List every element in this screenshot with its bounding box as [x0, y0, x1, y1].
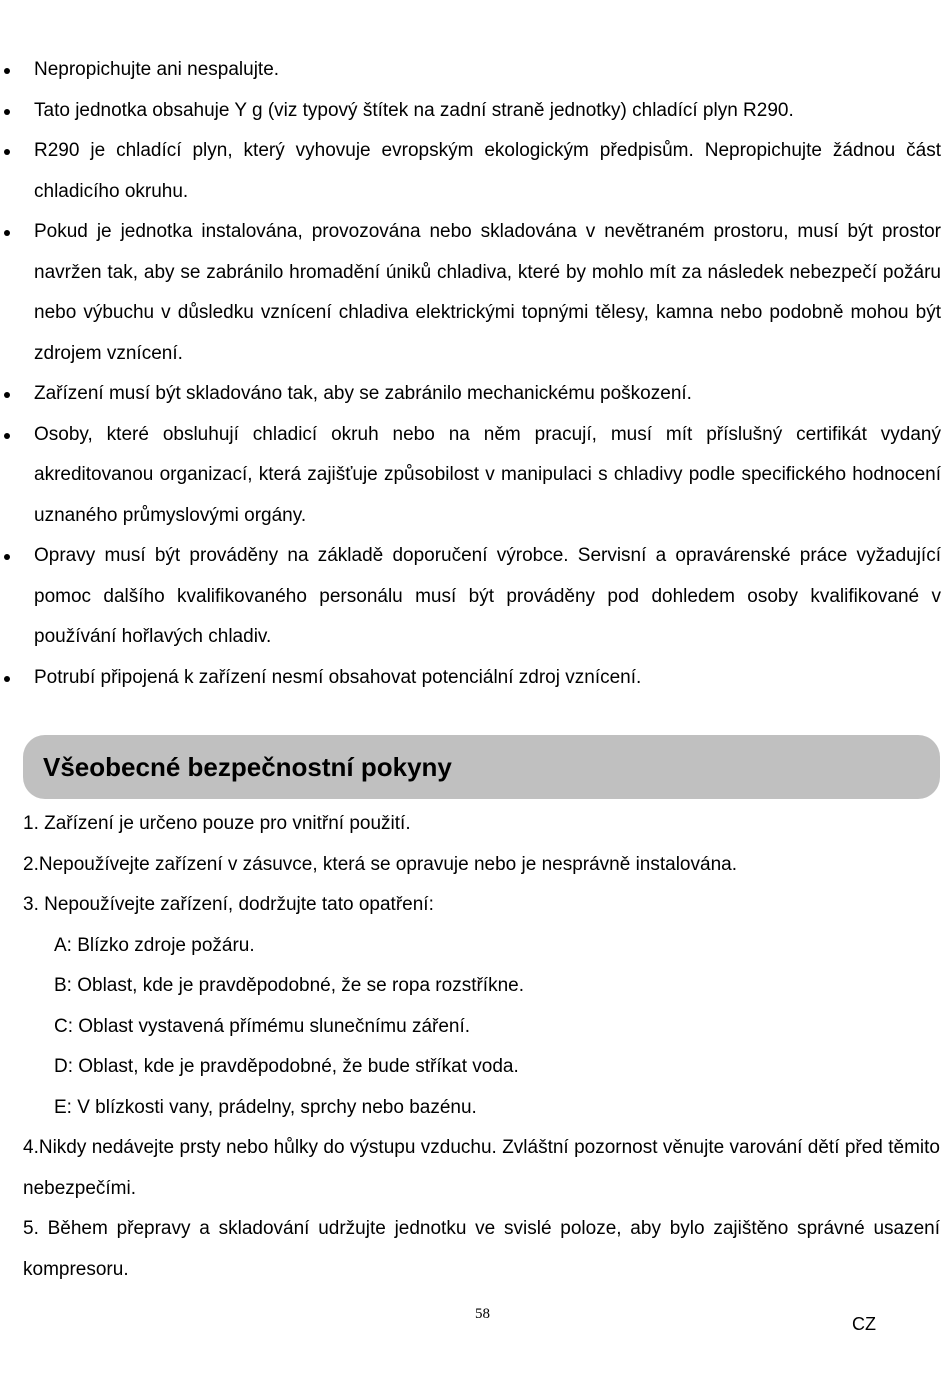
rule-subitem: D: Oblast, kde je pravděpodobné, že bude stříkat voda. — [54, 1056, 519, 1077]
rule-item: 2.Nepoužívejte zařízení v zásuvce, která se opravuje nebo je nesprávně instalována. — [23, 853, 737, 875]
bullet-dot-icon — [4, 676, 10, 682]
bullet-item — [0, 536, 941, 658]
general-safety-rules — [23, 804, 940, 1290]
rule-subitem: E: V blízkosti vany, prádelny, sprchy nebo bazénu. — [54, 1096, 477, 1118]
rule-subitem: C: Oblast vystavená přímému slunečnímu záření. — [54, 1015, 471, 1037]
rule-subitem: A: Blízko zdroje požáru. — [54, 934, 255, 956]
rule-item: 4.Nikdy nedávejte prsty nebo hůlky do výstupu vzduchu. Zvláštní pozornost věnujte varování dětí před těmito nebezpečími. — [23, 1137, 940, 1199]
rule-item: 1. Zařízení je určeno pouze pro vnitřní použití. — [23, 813, 411, 834]
bullet-item — [0, 415, 941, 537]
rule-item: 5. Během přepravy a skladování udržujte jednotku ve svislé poloze, aby bylo zajištěno správné usazení kompresoru. — [23, 1218, 940, 1280]
bullet-dot-icon — [4, 149, 10, 155]
bullet-text: Pokud je jednotka instalována, provozována nebo skladována v nevětraném prostoru, musí být prostor navržen tak, aby se zabránilo hromadění úniků chladiva, které by mohlo mít za následek nebezpečí požáru nebo výbuchu v důsledku vznícení chladiva elektrickými topnými tělesy, kamna nebo podobně mohou být zdrojem vznícení. — [34, 221, 941, 364]
bullet-dot-icon — [4, 109, 10, 115]
bullet-item — [0, 91, 941, 132]
bullet-item — [0, 50, 941, 91]
section-heading-bar — [23, 735, 940, 799]
bullet-text: Potrubí připojená k zařízení nesmí obsahovat potenciální zdroj vznícení. — [34, 666, 642, 688]
bullet-text: Opravy musí být prováděny na základě doporučení výrobce. Servisní a opravárenské práce vyžadující pomoc dalšího kvalifikovaného personálu musí být prováděny pod dohledem osoby kvalifikované v používání hořlavých chladiv. — [34, 545, 941, 647]
bullet-text: Tato jednotka obsahuje Y g (viz typový štítek na zadní straně jednotky) chladící plyn R290. — [34, 99, 794, 121]
bullet-dot-icon — [4, 433, 10, 439]
section-title: Všeobecné bezpečnostní pokyny — [43, 752, 452, 782]
bullet-text: Nepropichujte ani nespalujte. — [34, 59, 280, 80]
bullet-text: Osoby, které obsluhují chladicí okruh nebo na něm pracují, musí mít příslušný certifikát vydaný akreditovanou organizací, která zajišťuje způsobilost v manipulaci s chladivy podle specifického hodnocení uznaného průmyslovými orgány. — [34, 423, 941, 526]
rule-item: 3. Nepoužívejte zařízení, dodržujte tato opatření: — [23, 894, 434, 915]
bullet-dot-icon — [4, 230, 10, 236]
bullet-item — [0, 212, 941, 374]
page-number: 58 — [475, 1306, 490, 1322]
bullet-dot-icon — [4, 392, 10, 398]
bullet-item — [0, 131, 941, 212]
language-tag: CZ — [852, 1314, 876, 1334]
bullet-text: R290 je chladící plyn, který vyhovuje evropským ekologickým předpisům. Nepropichujte žádnou část chladicího okruhu. — [34, 140, 941, 202]
bullet-item — [0, 374, 941, 415]
bullet-item — [0, 658, 941, 699]
bullet-dot-icon — [4, 554, 10, 560]
bullet-dot-icon — [4, 68, 10, 74]
safety-bullet-list — [0, 50, 950, 698]
bullet-text: Zařízení musí být skladováno tak, aby se zabránilo mechanickému poškození. — [34, 383, 692, 404]
rule-subitem: B: Oblast, kde je pravděpodobné, že se ropa rozstříkne. — [54, 975, 524, 996]
